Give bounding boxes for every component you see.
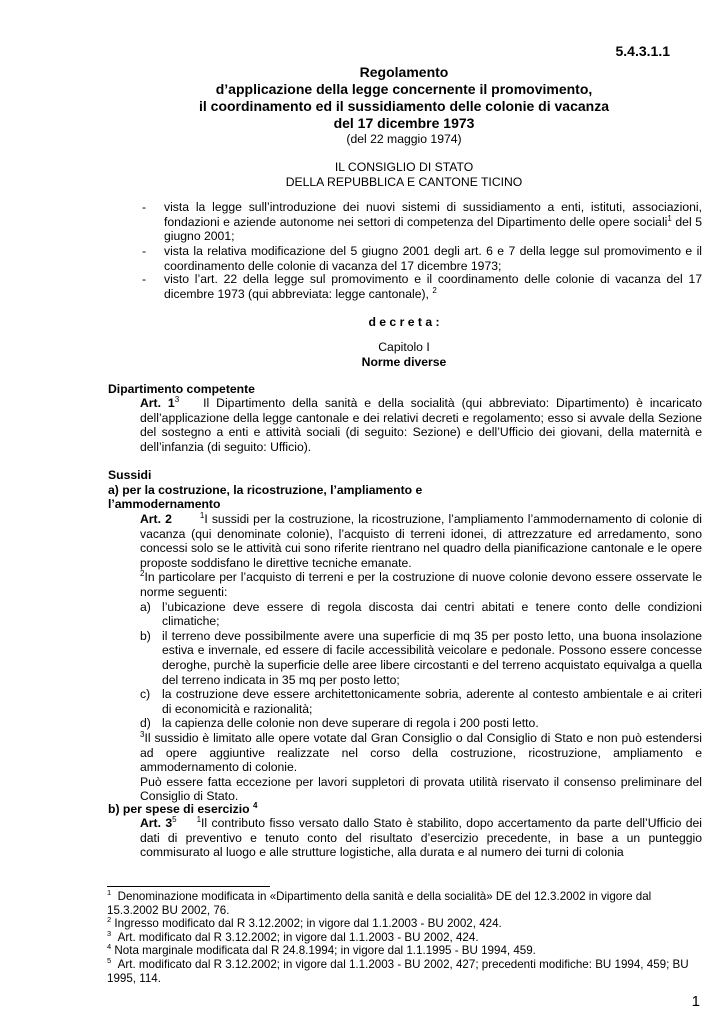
preamble-item	[108, 272, 702, 301]
paragraph-number: 2	[140, 569, 145, 579]
preamble-dash: -	[142, 272, 147, 286]
chapter-name: Norme diverse	[361, 354, 447, 369]
footnote-number: 3	[107, 928, 112, 938]
article-label: Art. 1	[140, 396, 175, 410]
article-label: Art. 3	[140, 816, 173, 830]
title-line-2: d’applicazione della legge concernente il promovimento,	[215, 81, 593, 97]
list-text: la capienza delle colonie non deve superare di regola i 200 posti letto.	[162, 716, 539, 731]
preamble-text-cont: del 5 giugno 2001;	[164, 214, 702, 244]
title-line-4: del 17 dicembre 1973	[333, 115, 475, 131]
issuer-line-2: DELLA REPUBBLICA E CANTONE TICINO	[285, 174, 523, 189]
list-key: d)	[140, 716, 151, 731]
footnote	[107, 890, 699, 917]
preamble-text: visto l’art. 22 della legge sul promovimento e il coordinamento delle colonie di vacanza del 17 dicembre 1973 (qui abbreviata: legge cantonale),	[164, 272, 702, 301]
list-item	[140, 629, 702, 687]
footnote-ref: 4	[252, 800, 258, 810]
page-number: 1	[691, 993, 700, 1010]
list-text: la costruzione deve essere architettonicamente sobria, aderente al contesto ambientale e ai criteri di economicità e razionalità;	[162, 687, 702, 716]
title-line-1: Regolamento	[359, 64, 449, 80]
paragraph-text: In particolare per l’acquisto di terreni e per la costruzione di nuove colonie devono essere osservate le norme seguenti:	[140, 570, 702, 599]
footnote-number: 1	[107, 888, 112, 898]
list-key: c)	[140, 687, 151, 702]
footnotes	[107, 890, 699, 985]
subheading-line-1: a) per la costruzione, la ricostruzione, l’ampliamento e	[108, 482, 423, 497]
article-2-para-3	[140, 731, 702, 775]
title-date: (del 22 maggio 1974)	[346, 132, 462, 146]
footnote-text: Denominazione modificata in «Dipartimento della sanità e della socialità» DE del 12.3.2002 in vigore dal 15.3.2002 BU 2002, 76.	[107, 890, 652, 917]
paragraph-text: Il contributo fisso versato dallo Stato è stabilito, dopo accertamento da parte dell’Ufficio dei dati di preventivo e tenuto conto del risultato d’esercizio precedente, in base a un punteggio commisurato al luogo e alle strutture logistiche, alla durata e al numero dei turni di colonia	[140, 816, 702, 860]
preamble-text: vista la legge sull’introduzione dei nuovi sistemi di sussidiamento a enti, istituti, associazioni, fondazioni e aziende autonome nei settori di competenza del Dipartimento delle opere sociali	[164, 200, 702, 229]
section-heading: b) per spese di esercizio	[108, 802, 250, 816]
preamble-dash: -	[142, 244, 147, 258]
article-2	[140, 512, 702, 804]
footnote-ref: 2	[432, 285, 437, 295]
issuer	[108, 160, 700, 189]
subheading-line-2: l’ammodernamento	[108, 497, 221, 512]
title-line-3: il coordinamento ed il sussidiamento delle colonie di vacanza	[199, 98, 609, 114]
preamble-item	[108, 244, 702, 273]
section-heading: Sussidi	[108, 468, 152, 482]
footnote-number: 2	[107, 915, 112, 925]
preamble-text: vista la relativa modificazione del 5 giugno 2001 degli art. 6 e 7 della legge sul promovimento e il coordinamento delle colonie di vacanza del 17 dicembre 1973;	[164, 244, 702, 273]
article-1	[140, 396, 702, 454]
paragraph-text: Il sussidio è limitato alle opere votate dal Gran Consiglio o dal Consiglio di Stato e non può estendersi ad opere aggiuntive realizzate nel corso della costruzione, ricostruzione, ampliamento e ammodernamento di colonie.	[140, 730, 702, 775]
paragraph-number: 1	[196, 814, 202, 824]
list-item	[140, 687, 702, 716]
article-3	[140, 816, 702, 860]
footnote-text: Art. modificato dal R 3.12.2002; in vigore dal 1.1.2003 - BU 2002, 427; precedenti modifiche: BU 1994, 459; BU 1995, 114.	[107, 957, 689, 985]
paragraph-number: 1	[199, 510, 205, 520]
footnote-text: Ingresso modificato dal R 3.12.2002; in vigore dal 1.1.2003 - BU 2002, 424.	[114, 917, 502, 931]
list-key: b)	[140, 628, 151, 643]
article-2-para-1	[140, 512, 702, 570]
chapter	[108, 340, 700, 369]
footnote-text: Nota marginale modificata dal R 24.8.1994; in vigore dal 1.1.1995 - BU 1994, 459.	[114, 944, 536, 958]
list-item	[140, 716, 702, 731]
margin-note-2	[108, 468, 422, 512]
list-key: a)	[140, 599, 151, 614]
footnote-ref: 5	[172, 814, 177, 824]
footnote-ref: 3	[174, 394, 180, 404]
footnote-rule	[107, 886, 270, 887]
decreta: d e c r e t a :	[368, 315, 440, 329]
article-label: Art. 2	[140, 512, 172, 526]
list-text: il terreno deve possibilmente avere una superficie di mq 35 per posto letto, una buona insolazione estiva e invernale, ed essere di facile accessibilità veicolare e pedonale. Possono essere concesse deroghe, purchè la superficie delle aree libere circostanti e del terreno acquistato equivalga a quella del terreno indicata in 35 mq per posto letto;	[162, 628, 702, 687]
margin-note-3	[108, 802, 257, 817]
article-2-para-2	[140, 570, 702, 599]
preamble-dash: -	[142, 200, 147, 214]
footnote-number: 4	[107, 942, 112, 952]
preamble-item	[108, 200, 702, 244]
footnote	[107, 917, 699, 931]
issuer-line-1: IL CONSIGLIO DI STATO	[334, 160, 474, 174]
footnote	[107, 928, 699, 945]
article-2-para-4: Può essere fatta eccezione per lavori suppletori di provata utilità riservato il consenso preliminare del Consiglio di Stato.	[140, 774, 702, 804]
footnote-text: Art. modificato dal R 3.12.2002; in vigore dal 1.1.2003 - BU 2002, 424.	[117, 930, 479, 944]
footnote-ref: 1	[667, 213, 672, 223]
article-text: Il Dipartimento della sanità e della socialità (qui abbreviato: Dipartimento) è incaricato dell’applicazione della legge cantonale e dei relativi decreti e regolamento; esso si avvale della Sezione del sostegno a enti e attività sociali (di seguito: Sezione) e dell’Ufficio dei giovani, della maternità e dell’infanzia (di seguito: Ufficio).	[140, 396, 702, 454]
paragraph-text: I sussidi per la costruzione, la ricostruzione, l’ampliamento l’ammodernamento di colonie di vacanza (qui denominate colonie), l’acquisto di terreni idonei, di attrezzature ed arredamento, sono concessi solo se le attività cui sono riferite rientrano nel quadro della pianificazione cantonale e le opere proposte soddisfano le direttive tecniche emanate.	[140, 512, 702, 570]
chapter-label: Capitolo I	[378, 340, 430, 354]
list-text: l’ubicazione deve essere di regola discosta dai centri abitati e tenere conto delle condizioni climatiche;	[162, 599, 702, 629]
paragraph-number: 3	[140, 729, 145, 739]
footnote-number: 5	[107, 956, 112, 966]
document-number: 5.4.3.1.1	[615, 43, 670, 59]
document-title	[108, 64, 700, 132]
footnote	[107, 958, 699, 985]
list-item	[140, 600, 702, 629]
footnote	[107, 944, 699, 958]
margin-note-1: Dipartimento competente	[108, 382, 255, 396]
